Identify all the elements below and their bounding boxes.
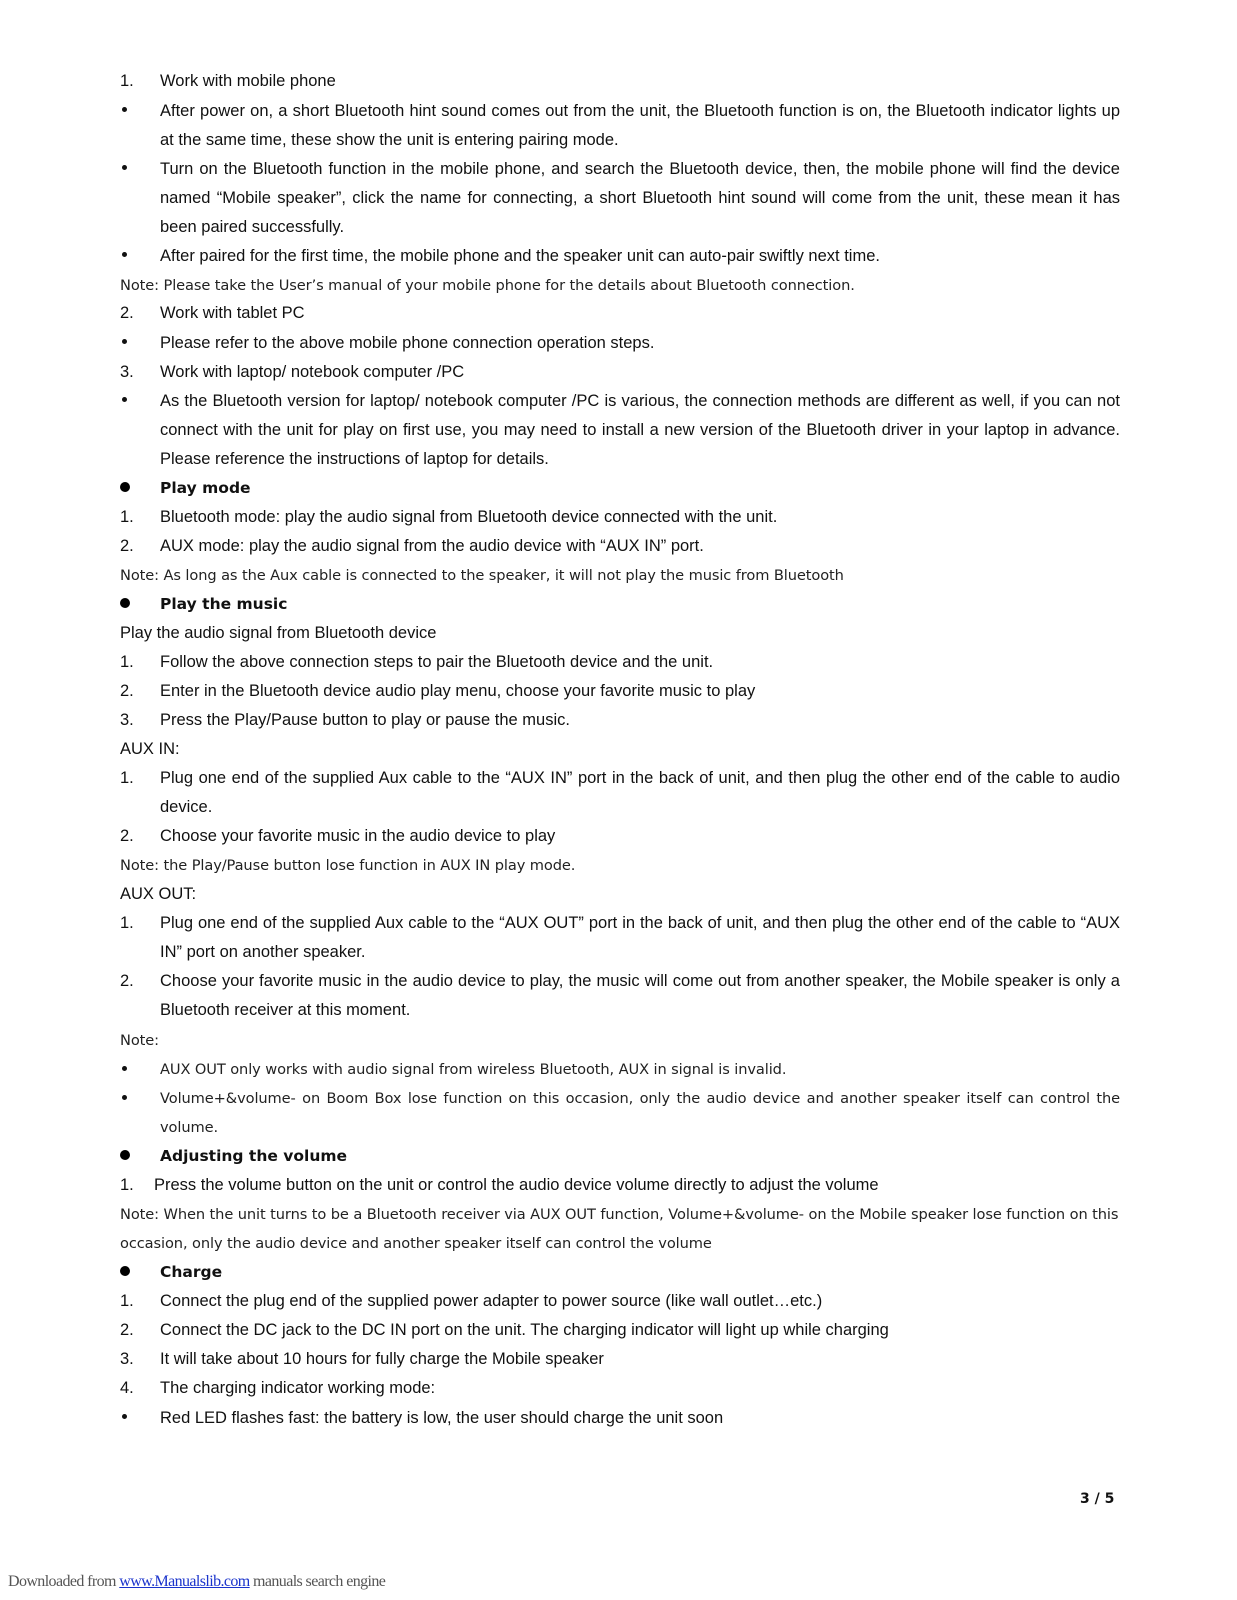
item-number: 2. bbox=[120, 537, 134, 555]
bullet-icon bbox=[122, 397, 127, 402]
heading-text: Charge bbox=[160, 1263, 223, 1281]
item-text: AUX mode: play the audio signal from the audio device with “AUX IN” port. bbox=[160, 537, 704, 555]
heading-bullet-icon bbox=[120, 1150, 130, 1160]
item-text: Work with laptop/ notebook computer /PC bbox=[160, 363, 465, 381]
page-number: 3 / 5 bbox=[1080, 1491, 1115, 1507]
item-number: 1. bbox=[120, 914, 134, 932]
item-number: 1. bbox=[120, 508, 134, 526]
item-number: 2. bbox=[120, 1321, 134, 1339]
heading-bullet-icon bbox=[120, 1266, 130, 1276]
item-number: 3. bbox=[120, 363, 134, 381]
bullet-text: AUX OUT only works with audio signal from wireless Bluetooth, AUX in signal is invalid. bbox=[160, 1061, 787, 1078]
item-number: 1. bbox=[120, 1292, 134, 1310]
bullet-icon bbox=[122, 1066, 127, 1071]
bullet-text: Turn on the Bluetooth function in the mobile phone, and search the Bluetooth device, then, the mobile phone will find the device named “Mobile speaker”, click the name for connecting, a short Bluetooth hint sound will come from the unit, these mean it has been paired successfully. bbox=[160, 160, 1120, 236]
item-text: Connect the DC jack to the DC IN port on the unit. The charging indicator will light up while charging bbox=[160, 1321, 889, 1339]
item-text: Connect the plug end of the supplied power adapter to power source (like wall outlet…etc.) bbox=[160, 1292, 823, 1310]
paragraph-text: Play the audio signal from Bluetooth device bbox=[120, 624, 437, 642]
item-number: 2. bbox=[120, 682, 134, 700]
item-text: It will take about 10 hours for fully charge the Mobile speaker bbox=[160, 1350, 604, 1368]
bullet-text: After power on, a short Bluetooth hint sound comes out from the unit, the Bluetooth function is on, the Bluetooth indicator lights up at the same time, these show the unit is entering pairing mode. bbox=[160, 102, 1120, 149]
bullet-text: Please refer to the above mobile phone connection operation steps. bbox=[160, 334, 655, 352]
item-text: Bluetooth mode: play the audio signal from Bluetooth device connected with the unit. bbox=[160, 508, 778, 526]
subheading-text: AUX IN: bbox=[120, 740, 180, 758]
footer-suffix: manuals search engine bbox=[249, 1573, 386, 1590]
heading-text: Play the music bbox=[160, 595, 288, 613]
bullet-text: Red LED flashes fast: the battery is low, the user should charge the unit soon bbox=[160, 1409, 724, 1427]
item-text: Plug one end of the supplied Aux cable to the “AUX OUT” port in the back of unit, and then plug the other end of the cable to “AUX IN” port on another speaker. bbox=[160, 914, 1120, 961]
footer bbox=[8, 1573, 385, 1591]
bullet-text: Volume+&volume- on Boom Box lose function on this occasion, only the audio device and another speaker itself can control the volume. bbox=[160, 1090, 1120, 1136]
heading-bullet-icon bbox=[120, 598, 130, 608]
item-number: 3. bbox=[120, 711, 134, 729]
bullet-icon bbox=[122, 1414, 127, 1419]
bullet-text: As the Bluetooth version for laptop/ notebook computer /PC is various, the connection methods are different as well, if you can not connect with the unit for play on first use, you may need to install a new version of the Bluetooth driver in your laptop in advance. Please reference the instructions of laptop for details. bbox=[160, 392, 1120, 468]
heading-bullet-icon bbox=[120, 482, 130, 492]
note-text: Note: When the unit turns to be a Bluetooth receiver via AUX OUT function, Volume+&volume- on the Mobile speaker lose function on this occasion, only the audio device and another speaker itself can control the volume bbox=[120, 1206, 1119, 1252]
bullet-icon bbox=[122, 165, 127, 170]
item-number: 2. bbox=[120, 304, 134, 322]
item-number: 3. bbox=[120, 1350, 134, 1368]
note-text: Note: the Play/Pause button lose function in AUX IN play mode. bbox=[120, 857, 576, 874]
heading-text: Play mode bbox=[160, 479, 251, 497]
footer-prefix: Downloaded from bbox=[8, 1573, 120, 1590]
item-number: 2. bbox=[120, 972, 134, 990]
item-number: 1. bbox=[120, 769, 134, 787]
item-number: 1. bbox=[120, 653, 134, 671]
item-text: Follow the above connection steps to pair the Bluetooth device and the unit. bbox=[160, 653, 714, 671]
item-text: Choose your favorite music in the audio device to play bbox=[160, 827, 556, 845]
note-text: Note: As long as the Aux cable is connected to the speaker, it will not play the music from Bluetooth bbox=[120, 567, 844, 584]
item-text: Enter in the Bluetooth device audio play menu, choose your favorite music to play bbox=[160, 682, 756, 700]
manualslib-link[interactable]: www.Manualslib.com bbox=[119, 1573, 250, 1590]
heading-text: Adjusting the volume bbox=[160, 1147, 348, 1165]
item-text: Press the volume button on the unit or control the audio device volume directly to adjust the volume bbox=[154, 1176, 879, 1194]
note-text: Note: Please take the User’s manual of your mobile phone for the details about Bluetooth connection. bbox=[120, 277, 855, 294]
item-number: 1. bbox=[120, 1176, 134, 1194]
item-number: 2. bbox=[120, 827, 134, 845]
item-text: Press the Play/Pause button to play or pause the music. bbox=[160, 711, 570, 729]
item-text: The charging indicator working mode: bbox=[160, 1379, 436, 1397]
bullet-text: After paired for the first time, the mobile phone and the speaker unit can auto-pair swiftly next time. bbox=[160, 247, 880, 265]
bullet-icon bbox=[122, 339, 127, 344]
item-text: Choose your favorite music in the audio device to play, the music will come out from another speaker, the Mobile speaker is only a Bluetooth receiver at this moment. bbox=[160, 972, 1120, 1019]
item-number: 1. bbox=[120, 72, 134, 90]
bullet-icon bbox=[122, 1095, 127, 1100]
item-text: Work with tablet PC bbox=[160, 304, 305, 322]
item-text: Work with mobile phone bbox=[160, 72, 336, 90]
item-number: 4. bbox=[120, 1379, 134, 1397]
bullet-icon bbox=[122, 252, 127, 257]
item-text: Plug one end of the supplied Aux cable to the “AUX IN” port in the back of unit, and then plug the other end of the cable to audio device. bbox=[160, 769, 1120, 816]
bullet-icon bbox=[122, 107, 127, 112]
note-text: Note: bbox=[120, 1032, 159, 1049]
subheading-text: AUX OUT: bbox=[120, 885, 197, 903]
